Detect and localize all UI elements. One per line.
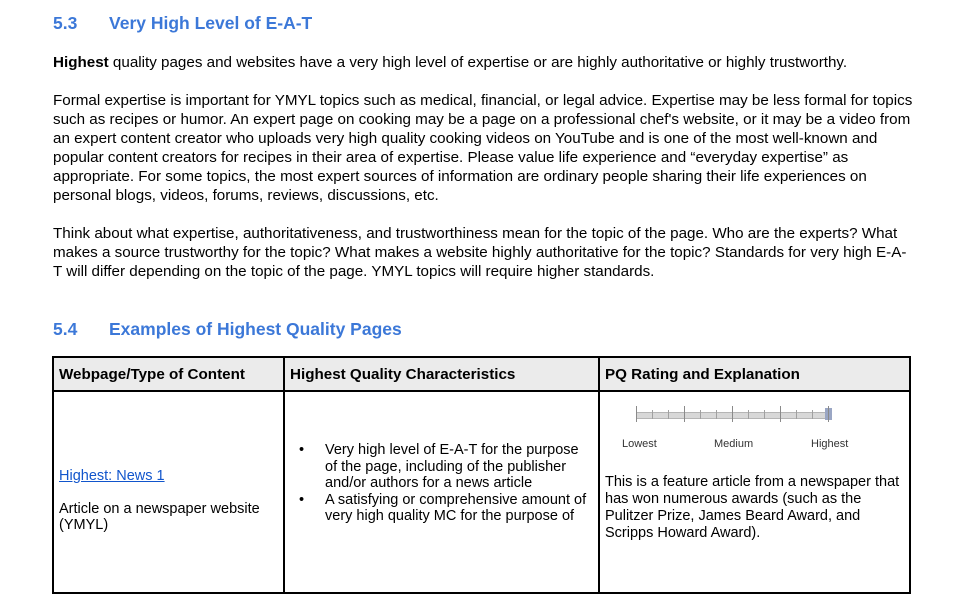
characteristics-list [285,442,587,525]
paragraph-formal-expertise: Formal expertise is important for YMYL topics such as medical, financial, or legal advice. Expertise may be less formal for topics such as recipes or humor. An expert page on cooking may be a page on a professional chef's website, or it may be a video from an expert content creator who uploads very high quality cooking videos on YouTube and is one of the most well-known and popular content creators for recipes in their area of expertise. Please value life experience and “everyday expertise” as appropriate. For some topics, the most expert sources of information are ordinary people sharing their life experiences on personal blogs, videos, forums, reviews, discussions, etc. [53,92,913,204]
table-row [53,391,910,593]
list-item: • Very high level of E-A-T for the purpose of the page, including of the publisher and/or authors for a news article [325,442,587,492]
rating-scale-bar [636,412,830,419]
scale-minor-tick [700,410,701,419]
scale-minor-tick [668,410,669,419]
column-header-webpage: Webpage/Type of Content [53,357,284,391]
rating-explanation: This is a feature article from a newspaper that has won numerous awards (such as the Pulitzer Prize, James Beard Award, and Scripps Howard Award). [605,474,900,541]
paragraph-highest-intro [53,53,913,72]
section-title: Examples of Highest Quality Pages [109,319,402,339]
rating-scale [636,404,846,424]
rating-cell [599,391,910,593]
scale-tick [780,406,781,422]
example-link-news-1[interactable]: Highest: News 1 [59,468,165,484]
scale-label-lowest: Lowest [622,438,657,450]
bold-lead: Highest [53,54,109,71]
section-number: 5.4 [53,319,78,339]
paragraph-text: quality pages and websites have a very high level of expertise or are highly authoritative or highly trustworthy. [108,54,848,71]
section-title: Very High Level of E-A-T [109,13,313,33]
section-heading-5-4 [53,319,402,340]
scale-tick [684,406,685,422]
scale-tick [828,406,829,422]
scale-label-medium: Medium [714,438,754,450]
content-type-text: Article on a newspaper website (YMYL) [59,501,260,533]
column-header-characteristics: Highest Quality Characteristics [284,357,599,391]
scale-minor-tick [812,410,813,419]
scale-minor-tick [748,410,749,419]
characteristics-cell [284,391,599,593]
scale-minor-tick [652,410,653,419]
table-header-row [53,357,910,391]
examples-table [52,356,911,594]
scale-minor-tick [716,410,717,419]
section-heading-5-3 [53,13,312,34]
scale-label-highest: Highest [811,438,849,450]
scale-tick [636,406,637,422]
column-header-rating: PQ Rating and Explanation [599,357,910,391]
scale-minor-tick [796,410,797,419]
list-item: • A satisfying or comprehensive amount of very high quality MC for the purpose of [325,492,587,525]
webpage-cell [53,391,284,593]
scale-minor-tick [764,410,765,419]
paragraph-think-about: Think about what expertise, authoritativeness, and trustworthiness mean for the topic of the page. Who are the experts? What makes a source trustworthy for the topic? What makes a website highly authoritative for the topic? Standards for very high E-A-T will differ depending on the topic of the page. YMYL topics will require higher standards. [53,225,907,280]
scale-tick [732,406,733,422]
section-number: 5.3 [53,13,78,33]
